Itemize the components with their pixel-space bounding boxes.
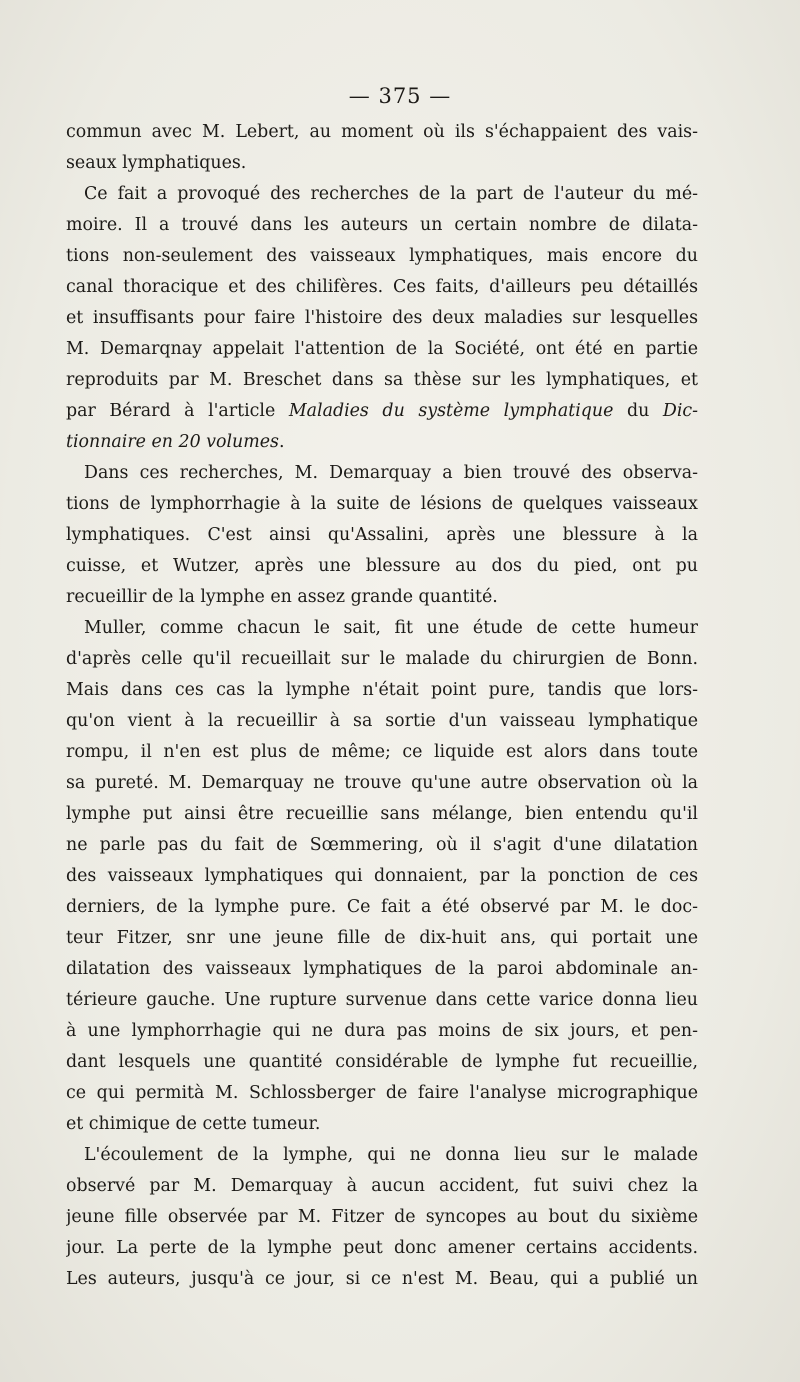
text-line: teur Fitzer, snr une jeune fille de dix-huit ans, qui portait une	[66, 928, 698, 948]
text-line: ne parle pas du fait de Sœmmering, où il s'agit d'une dilatation	[66, 835, 698, 855]
text-line: qu'on vient à la recueillir à sa sortie d'un vaisseau lymphatique	[66, 711, 698, 731]
text-line: sa pureté. M. Demarquay ne trouve qu'une autre observation où la	[66, 773, 698, 793]
italic-text: tionnaire en 20 volumes	[66, 432, 279, 452]
italic-text: Maladies du système lymphatique	[288, 401, 614, 421]
text-run: .	[278, 432, 285, 452]
text-line: observé par M. Demarquay à aucun accident, fut suivi chez la	[66, 1176, 698, 1196]
text-line: moire. Il a trouvé dans les auteurs un certain nombre de dilata-	[66, 215, 698, 235]
text-line: et insuffisants pour faire l'histoire des deux maladies sur lesquelles	[66, 308, 698, 328]
page-number: — 375 —	[348, 84, 452, 108]
text-line: jeune fille observée par M. Fitzer de syncopes au bout du sixième	[66, 1207, 698, 1227]
text-line: lymphe put ainsi être recueillie sans mélange, bien entendu qu'il	[66, 804, 698, 824]
text-line: Muller, comme chacun le sait, fit une étude de cette humeur	[84, 618, 698, 638]
text-line: jour. La perte de la lymphe peut donc amener certains accidents.	[66, 1238, 698, 1258]
text-line: d'après celle qu'il recueillait sur le malade du chirurgien de Bonn.	[66, 649, 698, 669]
italic-text: Dic-	[662, 401, 698, 421]
text-line: recueillir de la lymphe en assez grande quantité.	[66, 587, 498, 607]
text-line	[66, 427, 698, 458]
text-line: commun avec M. Lebert, au moment où ils s'échappaient des vais-	[66, 122, 698, 142]
text-line: lymphatiques. C'est ainsi qu'Assalini, après une blessure à la	[66, 525, 698, 545]
text-run: du	[613, 401, 663, 421]
text-line	[66, 396, 698, 427]
text-line: dilatation des vaisseaux lymphatiques de la paroi abdominale an-	[66, 959, 698, 979]
text-line: reproduits par M. Breschet dans sa thèse sur les lymphatiques, et	[66, 370, 698, 390]
text-line: tions de lymphorrhagie à la suite de lésions de quelques vaisseaux	[66, 494, 698, 514]
text-line: et chimique de cette tumeur.	[66, 1114, 321, 1134]
text-line: L'écoulement de la lymphe, qui ne donna lieu sur le malade	[84, 1145, 698, 1165]
text-line: tions non-seulement des vaisseaux lymphatiques, mais encore du	[66, 246, 698, 266]
text-line: derniers, de la lymphe pure. Ce fait a été observé par M. le doc-	[66, 897, 698, 917]
text-line: Ce fait a provoqué des recherches de la part de l'auteur du mé-	[84, 184, 698, 204]
text-line: Mais dans ces cas la lymphe n'était point pure, tandis que lors-	[66, 680, 698, 700]
text-run: par Bérard à l'article	[66, 401, 289, 421]
text-line: Les auteurs, jusqu'à ce jour, si ce n'est M. Beau, qui a publié un	[66, 1269, 698, 1289]
text-line: canal thoracique et des chilifères. Ces faits, d'ailleurs peu détaillés	[66, 277, 698, 297]
text-line: seaux lymphatiques.	[66, 153, 247, 173]
text-line: des vaisseaux lymphatiques qui donnaient, par la ponction de ces	[66, 866, 698, 886]
text-line: Dans ces recherches, M. Demarquay a bien trouvé des observa-	[84, 463, 698, 483]
text-line: M. Demarqnay appelait l'attention de la Société, ont été en partie	[66, 339, 698, 359]
text-line: térieure gauche. Une rupture survenue dans cette varice donna lieu	[66, 990, 698, 1010]
text-line: cuisse, et Wutzer, après une blessure au dos du pied, ont pu	[66, 556, 698, 576]
text-line: ce qui permità M. Schlossberger de faire l'analyse micrographique	[66, 1083, 698, 1103]
text-line: à une lymphorrhagie qui ne dura pas moins de six jours, et pen-	[66, 1021, 698, 1041]
text-line: rompu, il n'en est plus de même; ce liquide est alors dans toute	[66, 742, 698, 762]
body-text	[66, 117, 698, 1295]
text-line: dant lesquels une quantité considérable de lymphe fut recueillie,	[66, 1052, 698, 1072]
